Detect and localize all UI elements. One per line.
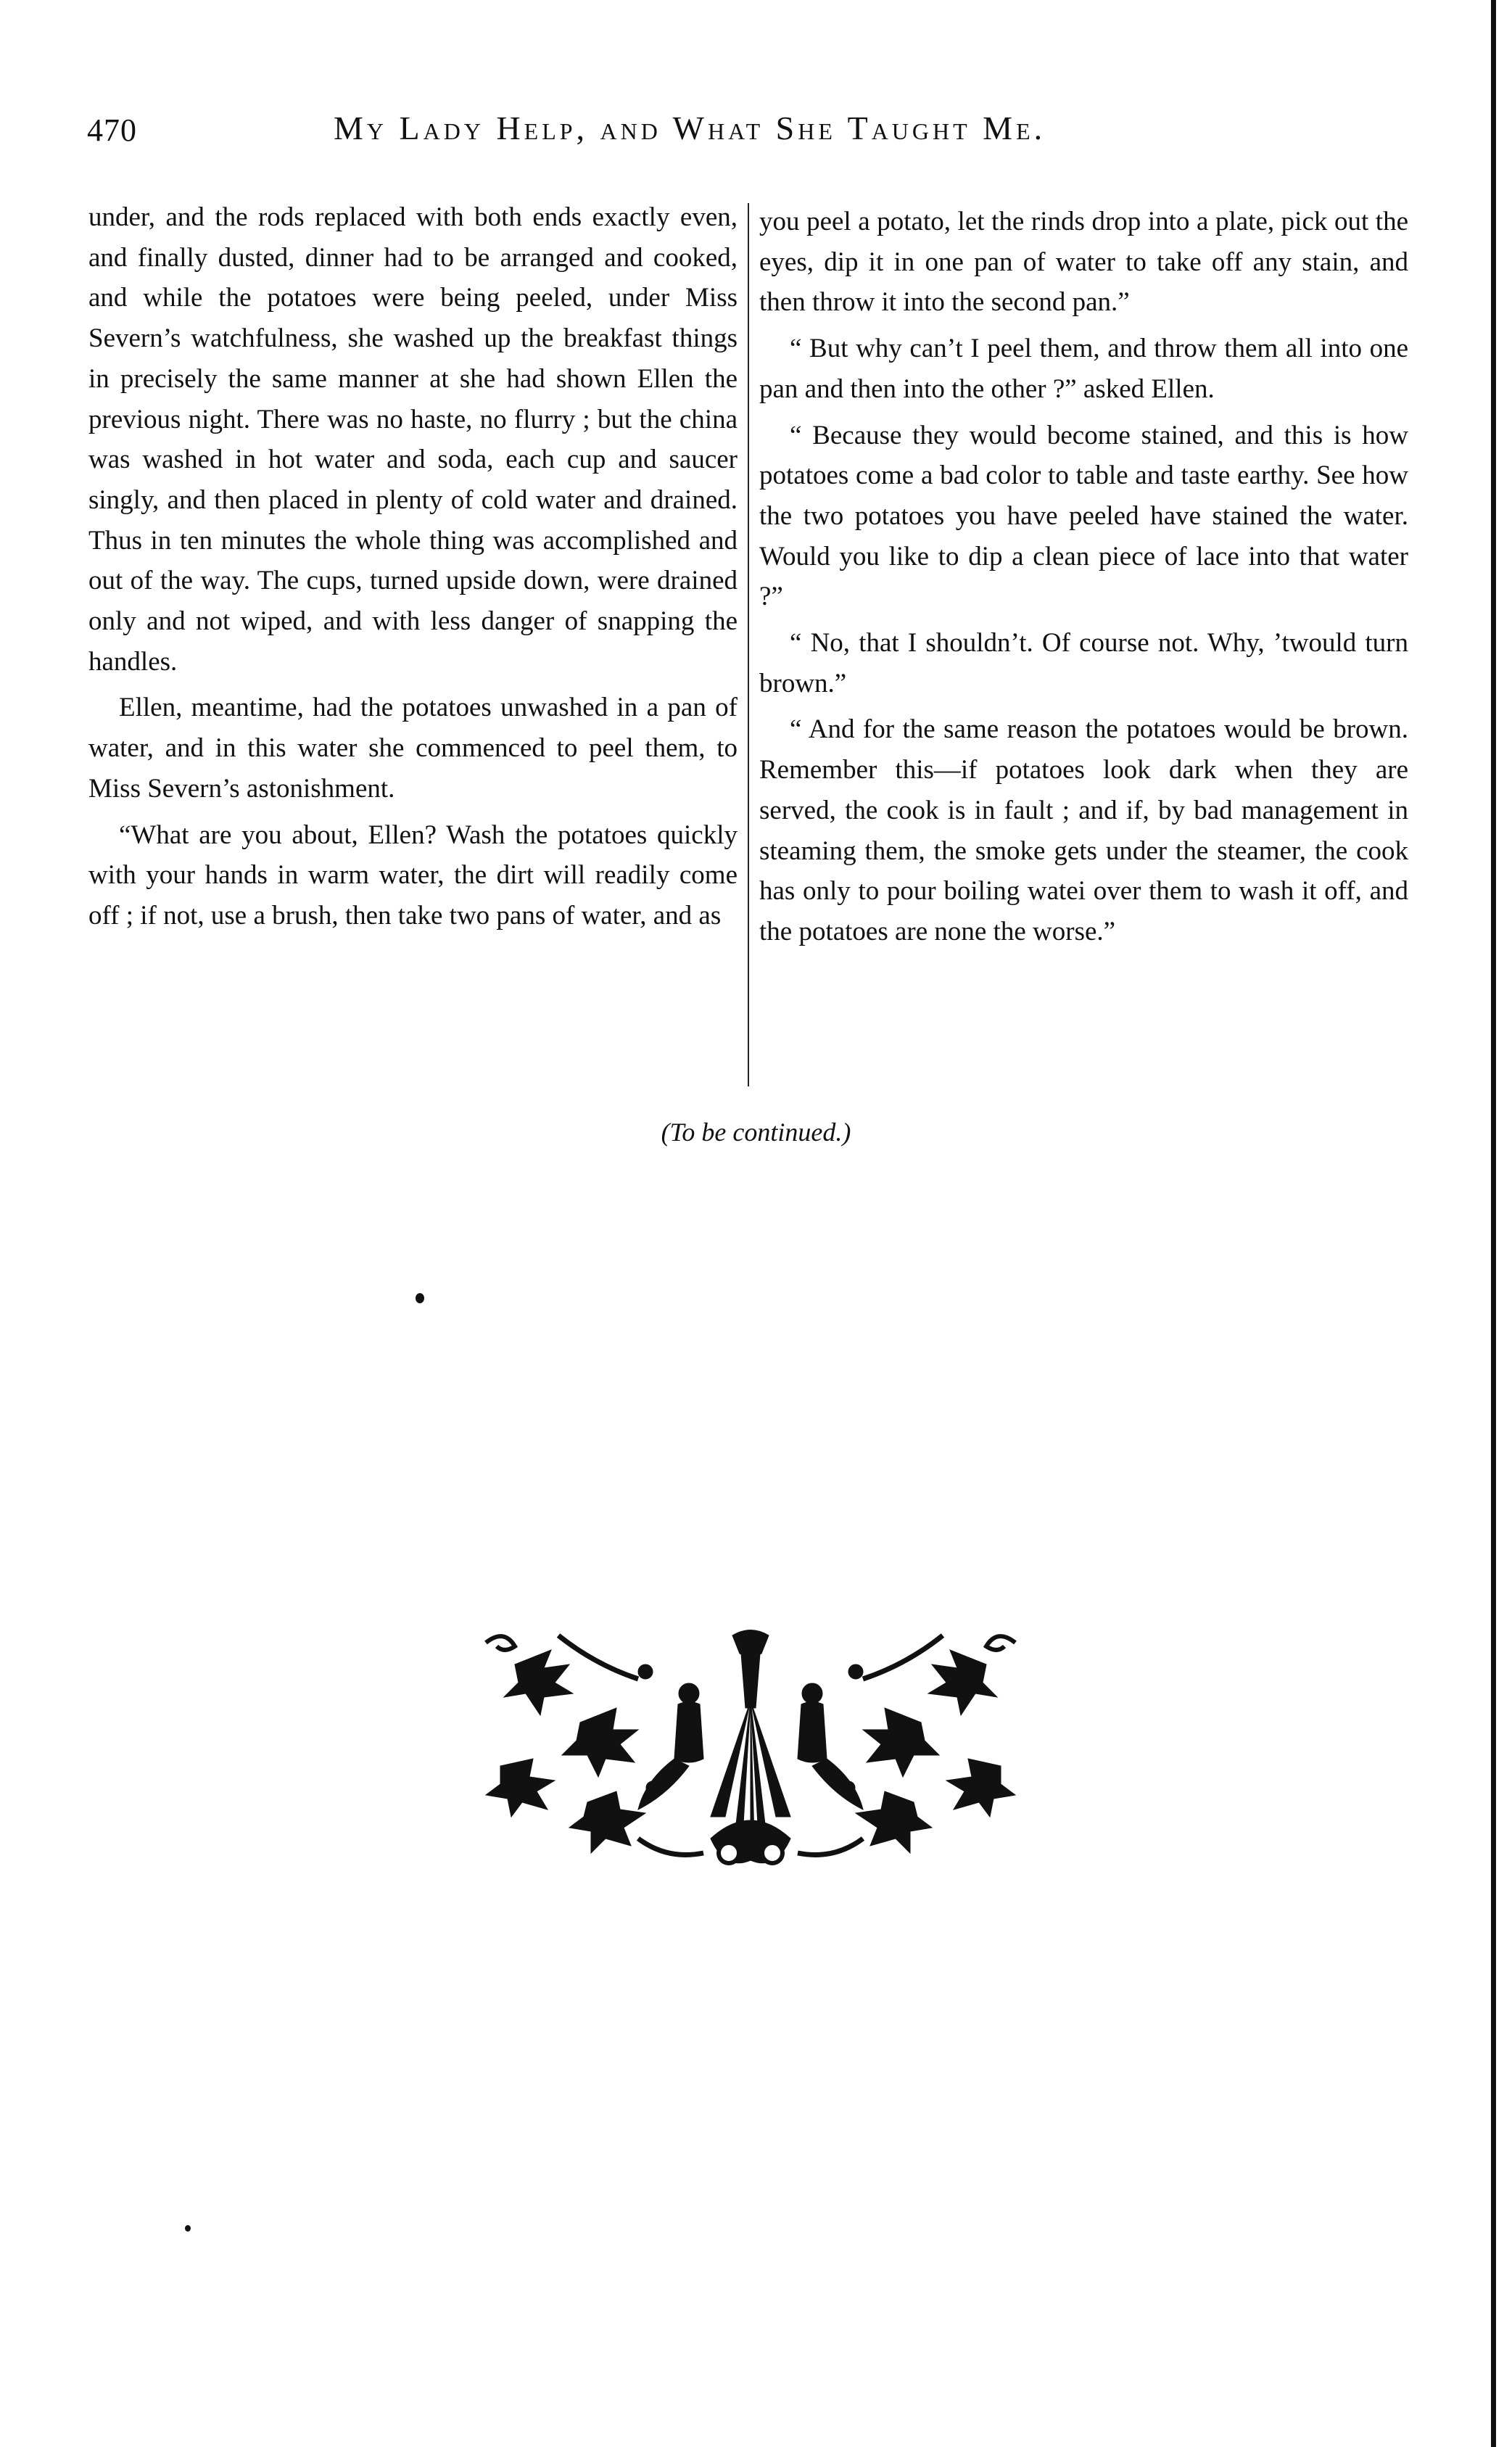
paragraph: “What are you about, Ellen? Wash the potatoes quickly with your hands in warm water, the dirt will readily come off ; if not, use a brush, then take two pans of water, and as <box>88 820 738 930</box>
paragraph: “ And for the same reason the potatoes would be brown. Remember this—if potatoes look dark when they are served, the cook is in fault ; and if, by bad management in steaming them, the smoke gets under the steamer, the cook has only to pour boiling watei over them to wash it off, and the potatoes are none the worse.” <box>759 714 1408 946</box>
running-head <box>87 109 1175 167</box>
paragraph: you peel a potato, let the rinds drop into a plate, pick out the eyes, dip it in one pan of water to take off any stain, and then throw it into the second pan.” <box>759 207 1408 318</box>
paragraph: “ No, that I shouldn’t. Of course not. Why, ’twould turn brown.” <box>759 628 1408 698</box>
left-column <box>88 197 738 942</box>
paragraph: under, and the rods replaced with both ends exactly even, and finally dusted, dinner had to be arranged and cooked, and while the potatoes were being peeled, under Miss Severn’s watchfulness, she washed up the breakfast things in precisely the same manner at she had shown Ellen the previous night. There was no haste, no flurry ; but the china was washed in hot water and soda, each cup and saucer singly, and then placed in plenty of cold water and drained. Thus in ten minutes the whole thing was accomplished and out of the way. The cups, turned upside down, were drained only and not wiped, and with less danger of snapping the handles. <box>88 202 738 677</box>
paragraph: Ellen, meantime, had the potatoes unwashed in a pan of water, and in this water she commenced to peel them, to Miss Severn’s astonishment. <box>88 693 738 804</box>
ink-speck <box>185 2225 191 2232</box>
column-divider <box>748 203 749 1086</box>
paragraph: “ Because they would become stained, and this is how potatoes come a bad color to table and taste earthy. See how the two potatoes you have peeled have stained the water. Would you like to dip a clean piece of lace into that water ?” <box>759 420 1408 612</box>
ink-speck <box>416 1293 424 1303</box>
floral-ornament-tailpiece <box>471 1621 1030 1882</box>
to-be-continued: (To be continued.) <box>661 1118 851 1147</box>
paragraph: “ But why can’t I peel them, and throw them all into one pan and then into the other ?” asked Ellen. <box>759 334 1408 404</box>
right-column <box>759 202 1408 958</box>
page-number: 470 <box>87 112 137 148</box>
page-edge-rule <box>1491 0 1496 2447</box>
running-title: My Lady Help, and What She Taught Me. <box>334 110 1046 147</box>
